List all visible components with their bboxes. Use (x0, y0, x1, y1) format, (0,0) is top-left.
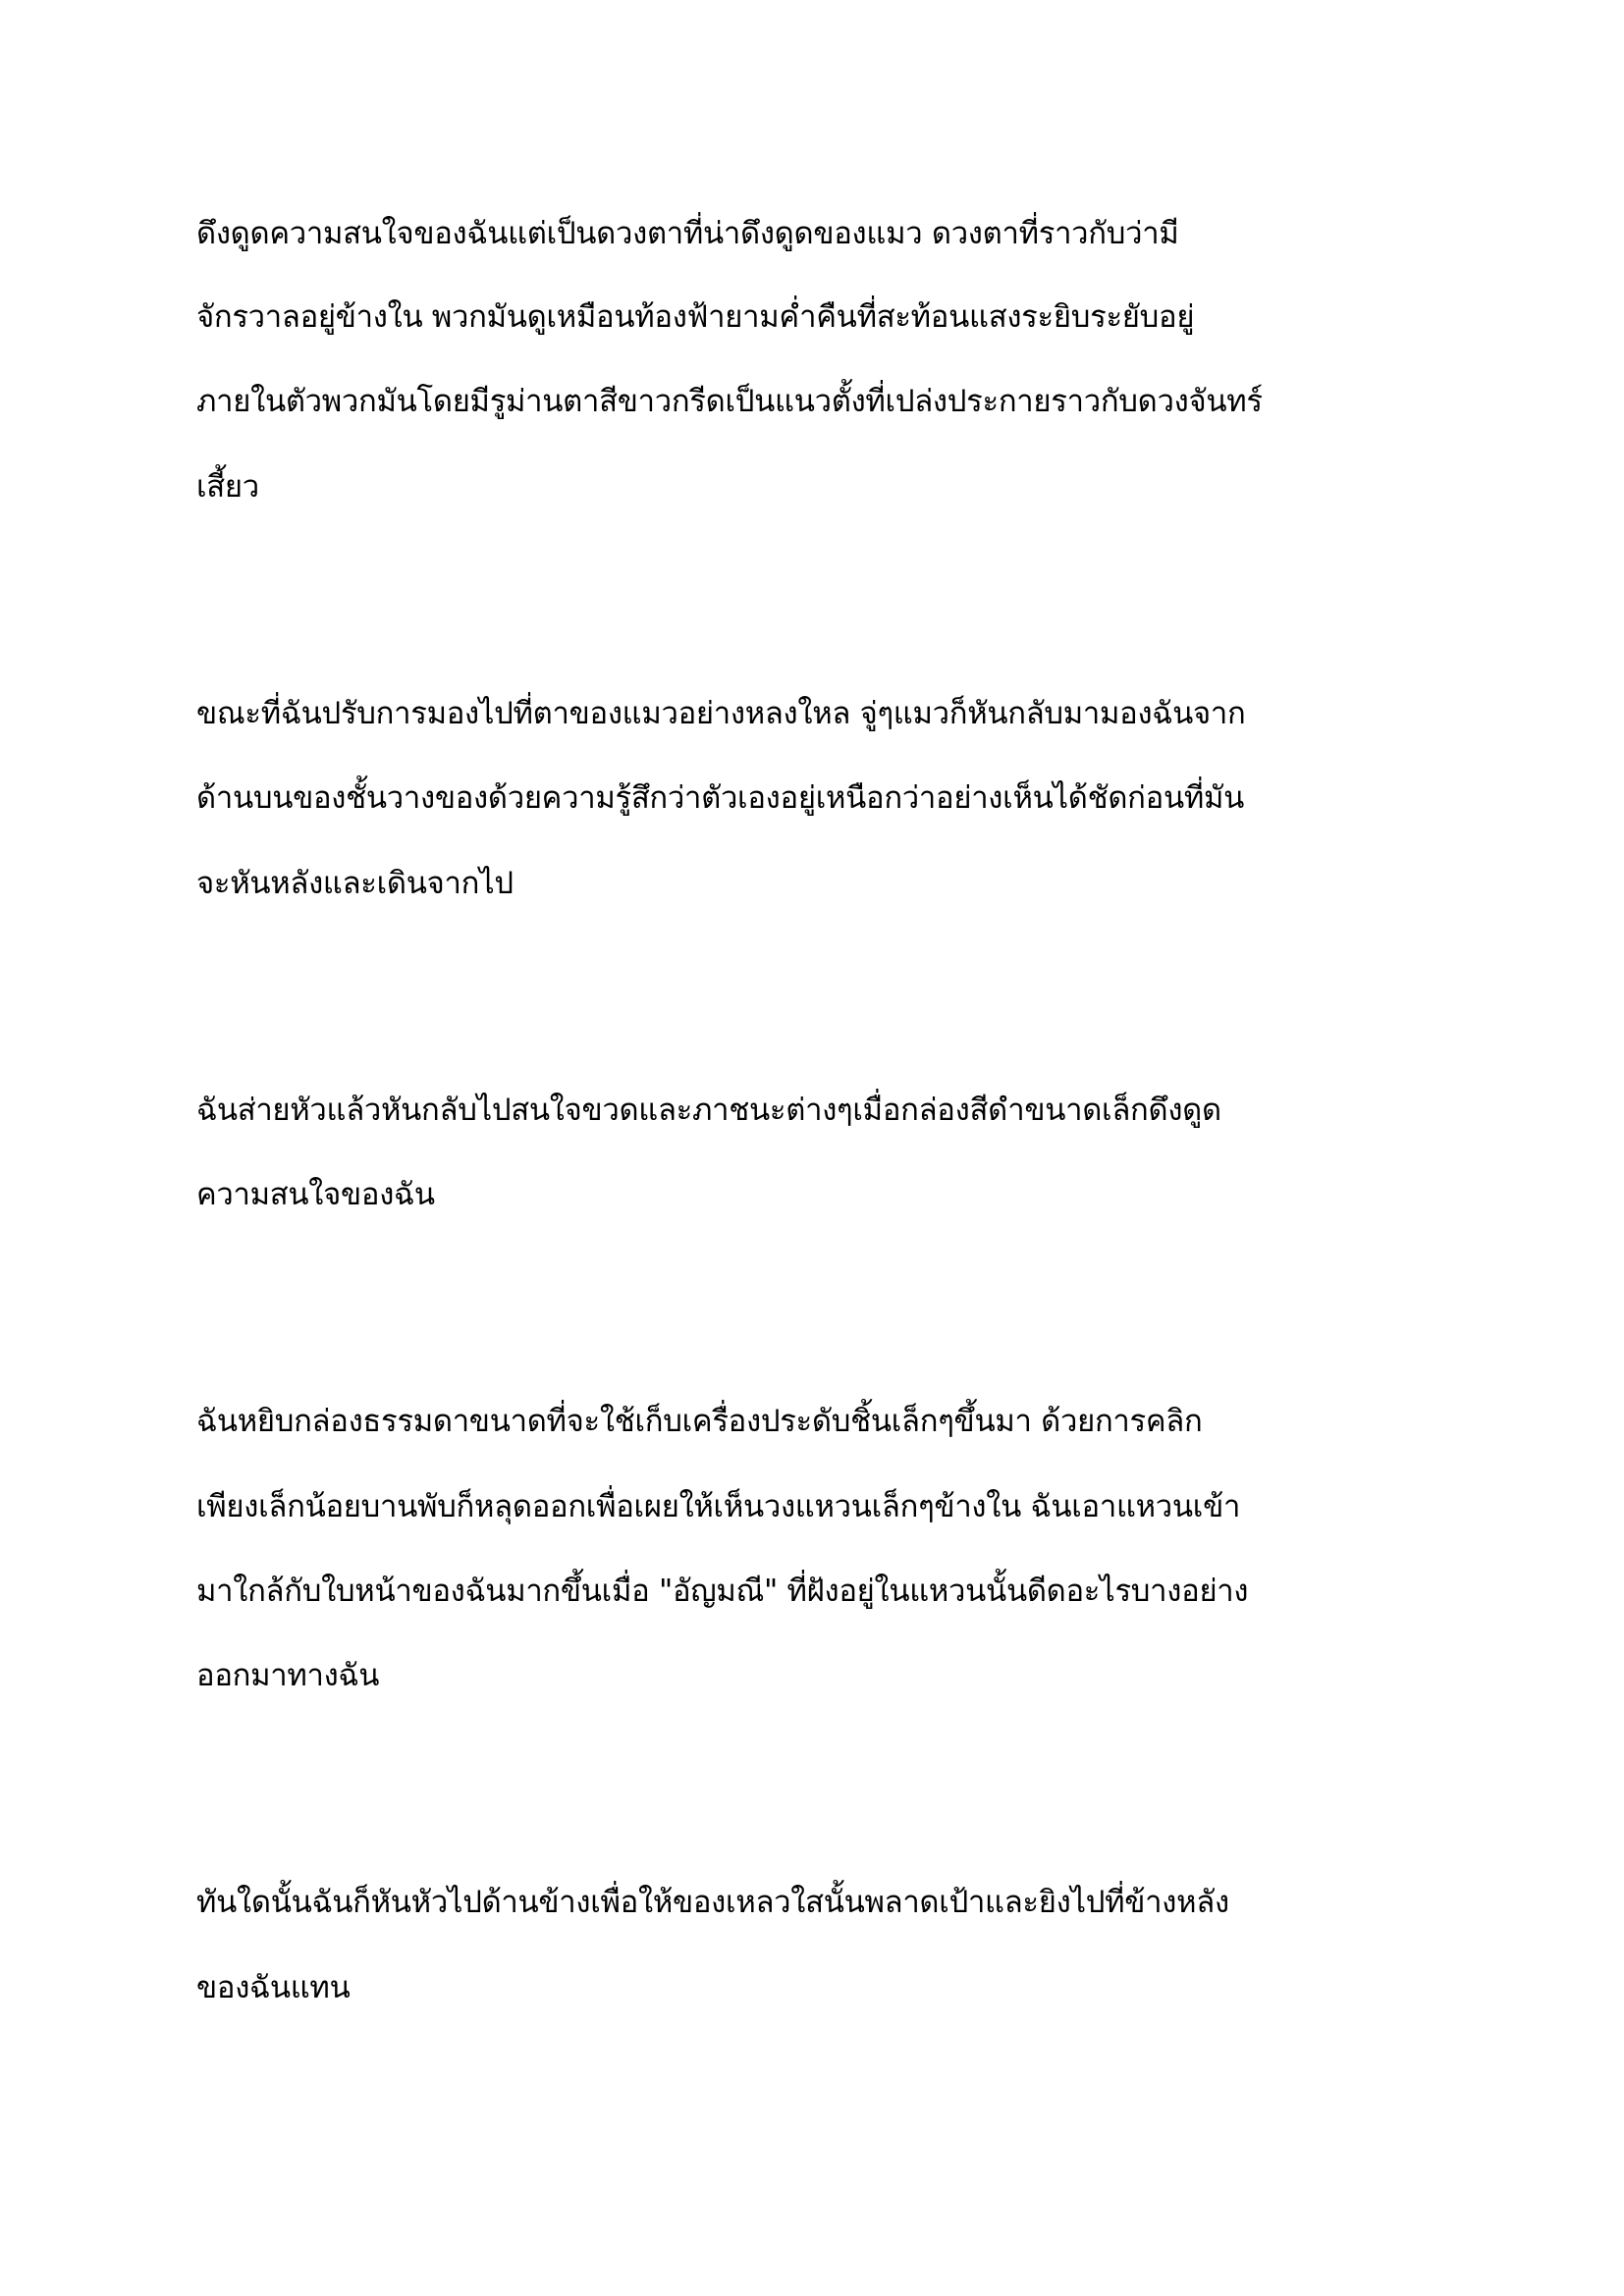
paragraph-2-line-2: ด้านบนของชั้นวางของด้วยความรู้สึกว่าตัวเองอยู่เหนือกว่าอย่างเห็นได้ชัดก่อนที่มัน (196, 780, 1244, 816)
paragraph-5-line-1: ทันใดนั้นฉันก็หันหัวไปด้านข้างเพื่อให้ของเหลวใสนั้นพลาดเป้าและยิงไปที่ข้างหลัง (196, 1885, 1229, 1920)
paragraph-1-line-2: จักรวาลอยู่ข้างใน พวกมันดูเหมือนท้องฟ้ายามค่ำคืนที่สะท้อนแสงระยิบระยับอยู่ (196, 299, 1195, 335)
paragraph-2-line-1: ขณะที่ฉันปรับการมองไปที่ตาของแมวอย่างหลงใหล จู่ๆแมวก็หันกลับมามองฉันจาก (196, 696, 1246, 731)
paragraph-5-line-2: ของฉันแทน (196, 1970, 351, 2005)
paragraph-4-line-2: เพียงเล็กน้อยบานพับก็หลุดออกเพื่อเผยให้เห็นวงแหวนเล็กๆข้างใน ฉันเอาแหวนเข้า (196, 1489, 1241, 1524)
paragraph-3-line-1: ฉันส่ายหัวแล้วหันกลับไปสนใจขวดและภาชนะต่างๆเมื่อกล่องสีดำขนาดเล็กดึงดูด (196, 1093, 1221, 1128)
paragraph-1-line-4: เสี้ยว (196, 469, 259, 505)
paragraph-2-line-3: จะหันหลังและเดินจากไป (196, 866, 514, 901)
paragraph-3-line-2: ความสนใจของฉัน (196, 1177, 435, 1212)
paragraph-4-line-1: ฉันหยิบกล่องธรรมดาขนาดที่จะใช้เก็บเครื่องประดับชิ้นเล็กๆขึ้นมา ด้วยการคลิก (196, 1404, 1203, 1439)
paragraph-1-line-1: ดึงดูดความสนใจของฉันแต่เป็นดวงตาที่น่าดึงดูดของแมว ดวงตาที่ราวกับว่ามี (196, 216, 1179, 251)
paragraph-4-line-4: ออกมาทางฉัน (196, 1658, 380, 1693)
paragraph-4-line-3: มาใกล้กับใบหน้าของฉันมากขึ้นเมื่อ "อัญมณี" ที่ฝังอยู่ในแหวนนั้นดีดอะไรบางอย่าง (196, 1574, 1249, 1609)
paragraph-1-line-3: ภายในตัวพวกมันโดยมีรูม่านตาสีขาวกรีดเป็นแนวตั้งที่เปล่งประกายราวกับดวงจันทร์ (196, 384, 1263, 419)
